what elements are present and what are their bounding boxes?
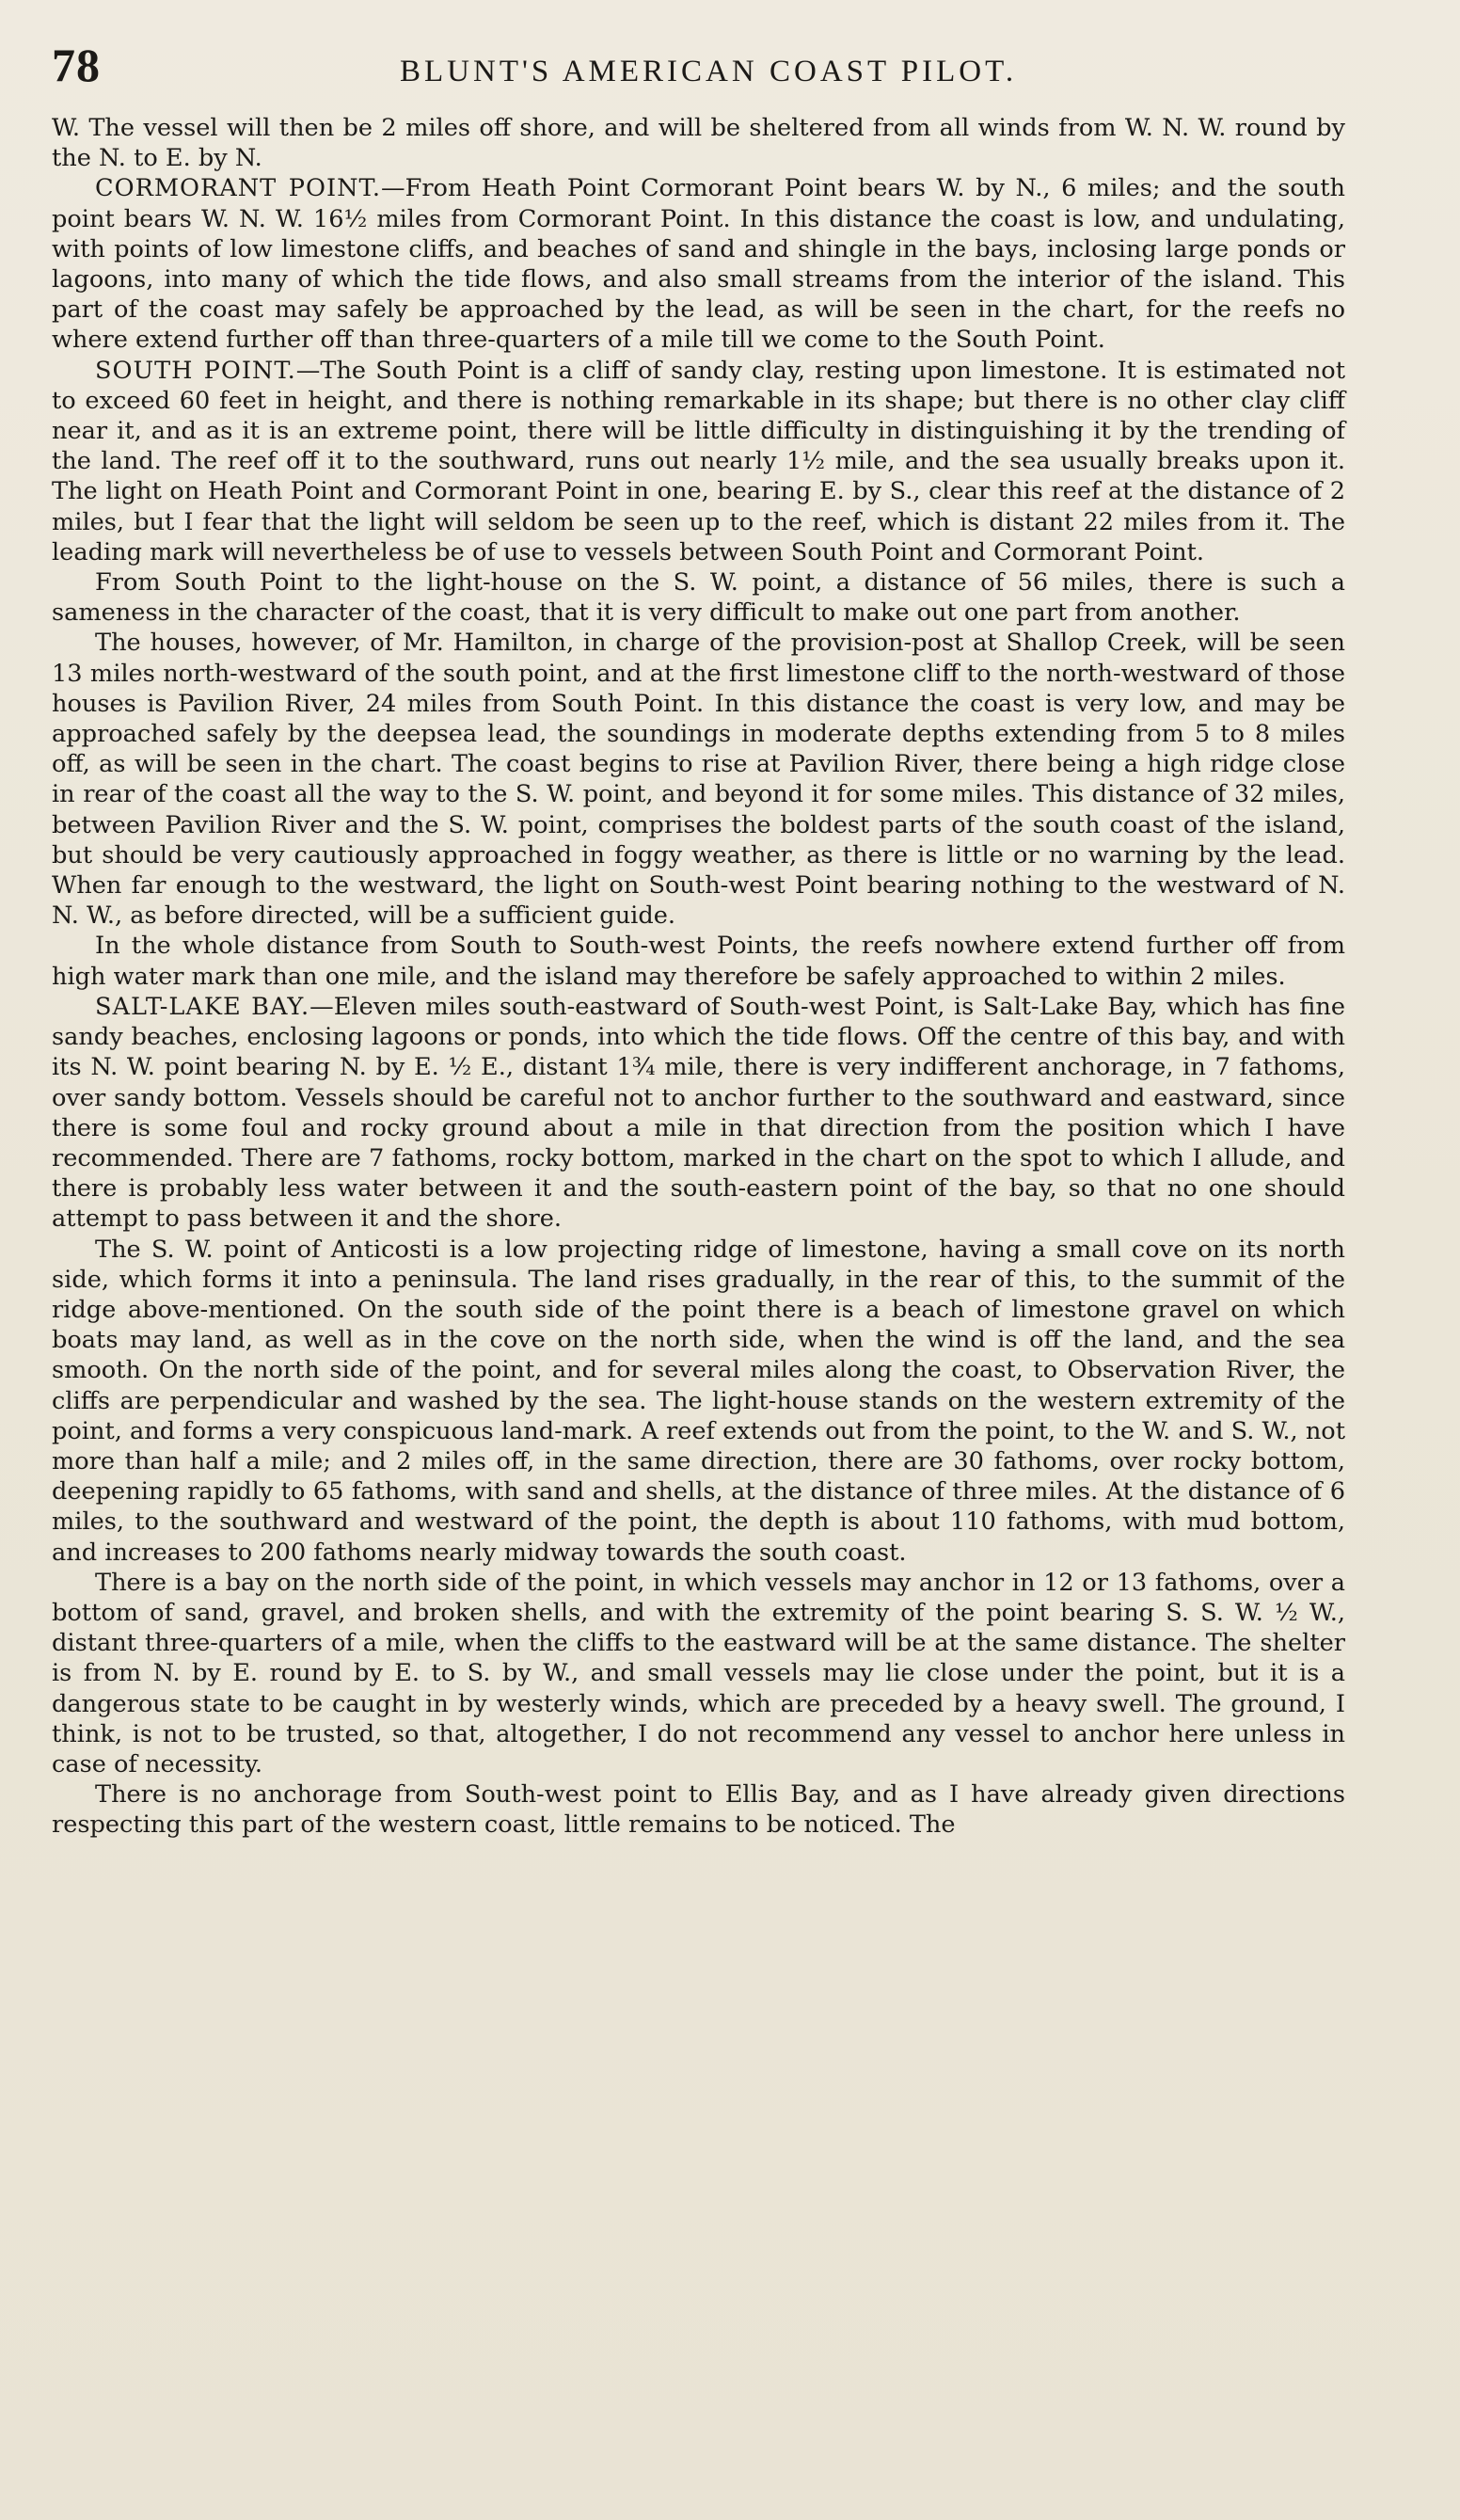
paragraph-text: From South Point to the light-house on the S. W. point, a distance of 56 miles, there is such a sameness in the character of the coast, that it is very difficult to make out one part from another.	[52, 568, 1345, 628]
body-text	[52, 113, 1345, 1841]
paragraph-1	[52, 113, 1345, 173]
paragraph-text: There is a bay on the north side of the point, in which vessels may anchor in 12 or 13 fathoms, over a bottom of sand, gravel, and broken shells, and with the extremity of the point bearing S. S. W. ½ W., distant three-quarters of a mile, when the cliffs to the eastward will be at the same distance. The shelter is from N. by E. round by E. to S. by W., and small vessels may lie close under the point, but it is a dangerous state to be caught in by westerly winds, which are preceded by a heavy swell. The ground, I think, is not to be trusted, so that, altogether, I do not recommend any vessel to anchor here unless in case of necessity.	[52, 1568, 1345, 1778]
paragraph-text: —The South Point is a cliff of sandy clay, resting upon limestone. It is estimated not to exceed 60 feet in height, and there is nothing remarkable in its shape; but there is no other clay cliff near it, and as it is an extreme point, there will be little difficulty in distinguishing it by the trending of the land. The reef off it to the southward, runs out nearly 1½ mile, and the sea usually breaks upon it. The light on Heath Point and Cormorant Point in one, bearing E. by S., clear this reef at the distance of 2 miles, but I fear that the light will seldom be seen up to the reef, which is distant 22 miles from it. The leading mark will nevertheless be of use to vessels between South Point and Cormorant Point.	[52, 356, 1345, 566]
paragraph-text: The S. W. point of Anticosti is a low projecting ridge of limestone, having a small cove on its north side, which forms it into a peninsula. The land rises gradually, in the rear of this, to the summit of the ridge above-mentioned. On the south side of the point there is a beach of limestone gravel on which boats may land, as well as in the cove on the north side, when the wind is off the land, and the sea smooth. On the north side of the point, and for several miles along the coast, to Observation River, the cliffs are perpendicular and washed by the sea. The light-house stands on the western extremity of the point, and forms a very conspicuous land-mark. A reef extends out from the point, to the W. and S. W., not more than half a mile; and 2 miles off, in the same direction, there are 30 fathoms, over rocky bottom, deepening rapidly to 65 fathoms, with sand and shells, at the distance of three miles. At the distance of 6 miles, to the southward and westward of the point, the depth is about 110 fathoms, with mud bottom, and increases to 200 fathoms nearly midway towards the south coast.	[52, 1235, 1345, 1567]
paragraph-10	[52, 1779, 1345, 1840]
page-number: 78	[52, 39, 101, 91]
page-header	[52, 38, 1350, 113]
paragraph-text: There is no anchorage from South-west point to Ellis Bay, and as I have already given directions respecting this part of the western coast, little remains to be noticed. The	[52, 1780, 1345, 1840]
section-heading: CORMORANT POINT.	[95, 174, 381, 203]
paragraph-text: In the whole distance from South to South-west Points, the reefs nowhere extend further off from high water mark than one mile, and the island may therefore be safely approached to within 2 miles.	[52, 932, 1345, 991]
paragraph-7	[52, 992, 1345, 1235]
paragraph-text: The houses, however, of Mr. Hamilton, in charge of the provision-post at Shallop Creek, will be seen 13 miles north-westward of the south point, and at the first limestone cliff to the north-westward of those houses is Pavilion River, 24 miles from South Point. In this distance the coast is very low, and may be approached safely by the deepsea lead, the soundings in moderate depths extending from 5 to 8 miles off, as will be seen in the chart. The coast begins to rise at Pavilion River, there being a high ridge close in rear of the coast all the way to the S. W. point, and beyond it for some miles. This distance of 32 miles, between Pavilion River and the S. W. point, comprises the boldest parts of the south coast of the island, but should be very cautiously approached in foggy weather, as there is little or no warning by the lead. When far enough to the westward, the light on South-west Point bearing nothing to the westward of N. N. W., as before directed, will be a sufficient guide.	[52, 629, 1345, 931]
paragraph-text: W. The vessel will then be 2 miles off shore, and will be sheltered from all winds from W. N. W. round by the N. to E. by N.	[52, 114, 1345, 173]
running-title: BLUNT'S AMERICAN COAST PILOT.	[400, 55, 1018, 88]
paragraph-5	[52, 628, 1345, 931]
section-heading: SALT-LAKE BAY.	[95, 992, 310, 1021]
paragraph-9	[52, 1568, 1345, 1779]
paragraph-4	[52, 567, 1345, 628]
paragraph-3	[52, 356, 1345, 567]
paragraph-8	[52, 1235, 1345, 1568]
section-heading: SOUTH POINT.	[95, 356, 296, 385]
paragraph-text: —Eleven miles south-eastward of South-west Point, is Salt-Lake Bay, which has fine sandy beaches, enclosing lagoons or ponds, into which the tide flows. Off the centre of this bay, and with its N. W. point bearing N. by E. ½ E., distant 1¾ mile, there is very indifferent anchorage, in 7 fathoms, over sandy bottom. Vessels should be careful not to anchor further to the southward and eastward, since there is some foul and rocky ground about a mile in that direction from the position which I have recommended. There are 7 fathoms, rocky bottom, marked in the chart on the spot to which I allude, and there is probably less water between it and the south-eastern point of the bay, so that no one should attempt to pass between it and the shore.	[52, 992, 1345, 1234]
paragraph-6	[52, 931, 1345, 991]
paragraph-text: —From Heath Point Cormorant Point bears W. by N., 6 miles; and the south point bears W. N. W. 16½ miles from Cormorant Point. In this distance the coast is low, and undulating, with points of low limestone cliffs, and beaches of sand and shingle in the bays, inclosing large ponds or lagoons, into many of which the tide flows, and also small streams from the interior of the island. This part of the coast may safely be approached by the lead, as will be seen in the chart, for the reefs no where extend further off than three-quarters of a mile till we come to the South Point.	[52, 174, 1346, 355]
paragraph-2	[52, 173, 1345, 355]
